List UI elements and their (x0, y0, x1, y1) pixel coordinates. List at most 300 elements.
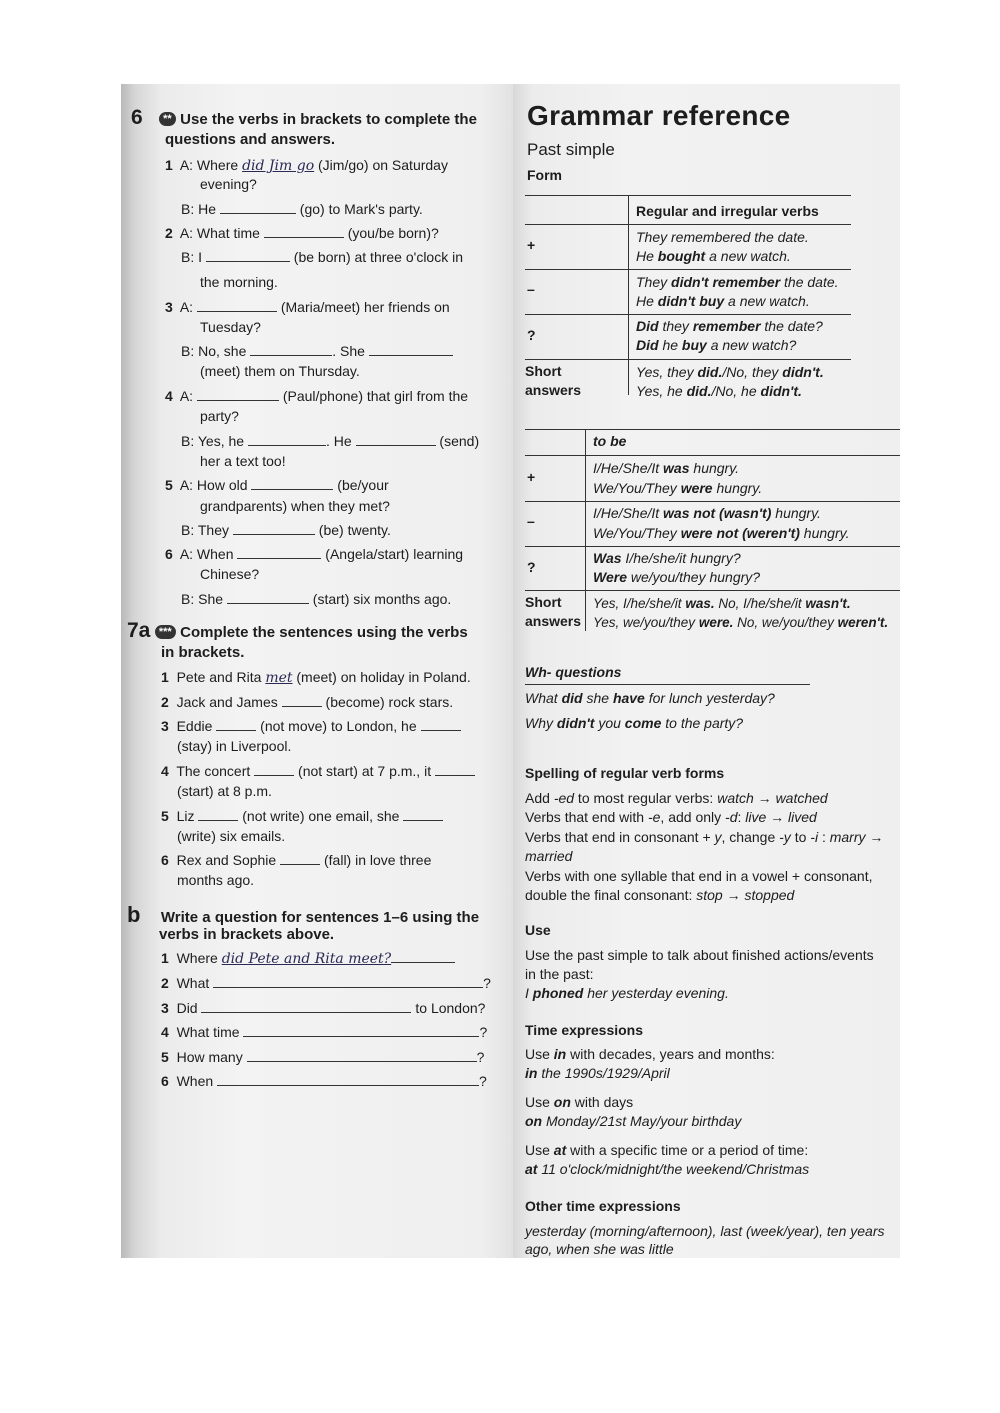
question-text: ? (476, 1049, 485, 1065)
example-line (593, 613, 888, 632)
text-segment: we/you/they hungry? (626, 569, 761, 585)
answer-blank[interactable] (403, 807, 443, 821)
answer-line (181, 200, 423, 219)
text-segment: wasn't. (805, 596, 851, 611)
table-rule (525, 359, 851, 360)
text-segment: come (624, 715, 662, 731)
text-segment: I (525, 985, 533, 1001)
text-segment: a new watch. (705, 248, 791, 264)
item-number: 5 (161, 1049, 169, 1065)
answer-blank[interactable] (421, 717, 461, 731)
text-segment: He (636, 248, 658, 264)
question-line (165, 387, 468, 406)
answer-blank[interactable] (391, 949, 455, 963)
example-line (593, 594, 851, 613)
sentence-text: (not start) at 7 p.m., it (294, 763, 435, 779)
question-line (165, 545, 463, 564)
text-segment: were not (weren't) (680, 525, 800, 541)
text-segment: /No, they (722, 364, 783, 380)
sentence-text: (start) at 8 p.m. (177, 783, 272, 799)
text-segment: : (737, 809, 746, 825)
example-line (636, 247, 791, 266)
answer-blank[interactable] (247, 1048, 477, 1062)
sentence-text: Jack and James (176, 694, 282, 710)
rule-line: Use the past simple to talk about finished actions/events (525, 947, 874, 963)
answer-blank[interactable] (251, 476, 333, 490)
text-segment: you (594, 715, 625, 731)
text-segment: -i (810, 829, 819, 845)
sentence-text: (write) six emails. (177, 828, 286, 844)
text-segment: a new watch. (724, 293, 810, 309)
section-heading: Time expressions (525, 1022, 644, 1038)
text-segment: Verbs that end with (525, 809, 648, 825)
question-line (161, 1048, 484, 1067)
answer-blank[interactable] (197, 387, 279, 401)
sentence-text: The concert (176, 763, 255, 779)
table-header: Regular and irregular verbs (636, 203, 819, 219)
text-segment: They (636, 274, 672, 290)
text-segment: Why (525, 715, 557, 731)
text-segment: did (561, 690, 583, 706)
sentence-text: (fall) in love three (320, 852, 432, 868)
text-segment: her yesterday evening. (583, 985, 729, 1001)
question-text: Did (176, 1000, 202, 1016)
question-text: When (176, 1073, 218, 1089)
answer-blank[interactable] (213, 974, 483, 988)
question-text: party? (200, 408, 239, 424)
example-line (636, 382, 802, 401)
question-text: A: (179, 388, 197, 404)
text-segment: watch → watched (717, 790, 828, 806)
text-segment: 11 o'clock/midnight/the weekend/Christmas (537, 1161, 810, 1177)
question-text: (Angela/start) learning (321, 546, 464, 562)
text-segment: in (553, 1046, 567, 1062)
question-text: ? (479, 1073, 487, 1089)
text-segment: -ed (553, 790, 575, 806)
example-line (593, 504, 821, 523)
question-line (161, 974, 491, 993)
text-segment: Use (525, 1094, 554, 1110)
rule-line (525, 828, 883, 847)
text-segment: weren't. (837, 615, 889, 630)
table-rule (628, 195, 629, 395)
text-segment: buy (681, 337, 707, 353)
answer-blank[interactable] (237, 545, 321, 559)
sentence-line (161, 762, 475, 781)
text-segment: did. (697, 364, 723, 380)
exercise-heading: questions and answers. (165, 131, 336, 148)
text-segment: to most regular verbs: (574, 790, 718, 806)
text-segment: the date? (760, 318, 823, 334)
answer-blank[interactable] (233, 521, 315, 535)
text-segment: I/he/she/it hungry? (621, 550, 741, 566)
question-text: ? (483, 975, 491, 991)
text-segment: Yes, they (636, 364, 698, 380)
item-number: 3 (161, 1000, 169, 1016)
row-label: ? (527, 559, 536, 575)
section-rule (525, 684, 810, 685)
table-rule (525, 314, 851, 315)
sentence-text: Liz (176, 808, 199, 824)
answer-blank[interactable] (254, 762, 294, 776)
question-text: (Maria/meet) her friends on (276, 299, 450, 315)
rule-line (525, 1093, 633, 1112)
example-line (636, 363, 824, 382)
example-line (525, 1160, 809, 1179)
answer-text: B: Yes, he (181, 433, 248, 449)
section-heading: Spelling of regular verb forms (525, 765, 725, 781)
sentence-line (161, 717, 461, 736)
exercise-page (121, 84, 513, 1258)
question-text: Chinese? (200, 566, 260, 582)
text-segment: Verbs that end in consonant + (525, 829, 715, 845)
text-segment: on (553, 1094, 571, 1110)
answer-blank[interactable] (369, 342, 453, 356)
rule-line (525, 1045, 775, 1064)
answer-blank[interactable] (220, 200, 296, 214)
answer-blank[interactable] (280, 851, 320, 865)
sentence-text: (stay) in Liverpool. (177, 738, 292, 754)
question-text: (be/your (333, 477, 389, 493)
text-segment: We/You/They (593, 525, 681, 541)
text-segment: Did (636, 318, 659, 334)
question-line (165, 156, 448, 176)
text-segment: , change (721, 829, 780, 845)
question-text: A: (179, 299, 197, 315)
exercise-number: 7a (127, 619, 151, 642)
answer-blank[interactable] (216, 717, 256, 731)
text-segment: she (582, 690, 613, 706)
example-line (636, 336, 796, 355)
answer-blank[interactable] (248, 432, 326, 446)
answer-blank[interactable] (264, 224, 344, 238)
text-segment: No, I/he/she/it (714, 596, 806, 611)
sentence-text: (not move) to London, he (256, 718, 421, 734)
text-segment: Use (525, 1142, 554, 1158)
text-segment: hungry. (771, 505, 821, 521)
sentence-line (161, 668, 471, 688)
answer-blank[interactable] (356, 432, 436, 446)
item-number: 1 (165, 157, 173, 173)
answer-blank[interactable] (197, 298, 277, 312)
text-segment: was. (685, 596, 715, 611)
question-text: (you/be born)? (343, 225, 439, 241)
grammar-reference-page (513, 84, 900, 1258)
handwritten-answer: did Pete and Rita meet? (221, 951, 392, 967)
text-segment: -e (647, 809, 661, 825)
text-segment: didn't remember (671, 274, 781, 290)
text-segment: Monday/21st May/your birthday (542, 1113, 742, 1129)
table-rule (585, 429, 586, 631)
text-segment: Was (593, 550, 622, 566)
difficulty-stars: *** (155, 625, 176, 639)
exercise-7a-header (127, 619, 468, 643)
text-segment: didn't. (760, 383, 802, 399)
text-segment: No, we/you/they (733, 615, 838, 630)
example-line (593, 459, 739, 478)
text-segment: he (658, 337, 682, 353)
exercise-heading: Write a question for sentences 1–6 using the (160, 909, 480, 926)
item-number: 4 (161, 1024, 169, 1040)
text-segment: marry → (829, 829, 884, 845)
answer-line (181, 342, 453, 361)
question-text: ? (479, 1024, 488, 1040)
text-segment: stop → stopped (696, 887, 795, 903)
text-segment: the 1990s/1929/April (537, 1065, 670, 1081)
sentence-text: Pete and Rita (176, 669, 266, 685)
table-rule (525, 224, 851, 225)
answer-text: (be born) at three o'clock in (289, 249, 463, 265)
text-segment: at (525, 1161, 538, 1177)
rule-line (525, 789, 828, 808)
text-segment: at (553, 1142, 567, 1158)
sentence-text: months ago. (177, 872, 255, 888)
example-line (525, 984, 729, 1003)
item-number: 6 (161, 852, 169, 868)
answer-text: B: I (181, 249, 206, 265)
question-line (165, 476, 389, 495)
item-number: 2 (161, 694, 169, 710)
text-segment: live → lived (745, 809, 817, 825)
text-segment: I/He/She/It (593, 505, 664, 521)
text-segment: with decades, years and months: (566, 1046, 775, 1062)
question-text: How many (176, 1049, 247, 1065)
answer-blank[interactable] (206, 248, 290, 262)
example-line (636, 317, 823, 336)
item-number: 6 (165, 546, 173, 562)
item-number: 3 (161, 718, 169, 734)
text-segment: remember (692, 318, 761, 334)
question-text: (Paul/phone) that girl from the (278, 388, 469, 404)
sentence-line (161, 693, 453, 712)
item-number: 4 (165, 388, 173, 404)
table-rule (525, 429, 900, 430)
exercise-6-header (131, 106, 477, 130)
item-number: 1 (161, 950, 169, 966)
text-segment: , add only (660, 809, 726, 825)
text-segment: Yes, we/you/they (593, 615, 699, 630)
example-line (636, 292, 810, 311)
question-line (161, 1072, 487, 1091)
row-label: + (527, 469, 536, 485)
answer-blank[interactable] (282, 693, 322, 707)
table-rule (525, 546, 900, 547)
text-segment: Yes, he (636, 383, 687, 399)
item-number: 1 (161, 669, 169, 685)
answer-blank[interactable] (198, 807, 238, 821)
text-segment: hungry. (712, 480, 763, 496)
text-segment: Were (593, 569, 627, 585)
text-segment: on (525, 1113, 543, 1129)
question-text: Tuesday? (200, 319, 261, 335)
text-segment: didn't buy (657, 293, 725, 309)
answer-line (181, 432, 479, 451)
handwritten-answer: did Jim go (242, 158, 315, 174)
answer-text: (start) six months ago. (308, 591, 452, 607)
row-label: + (527, 237, 536, 253)
answer-line (181, 590, 451, 609)
example-line (636, 273, 839, 292)
text-segment: hungry. (689, 460, 740, 476)
item-number: 4 (161, 763, 169, 779)
text-segment: were. (698, 615, 734, 630)
table-rule (525, 455, 900, 456)
question-text: evening? (200, 176, 257, 192)
difficulty-stars: ** (159, 112, 176, 126)
rule-line (525, 1141, 808, 1160)
row-label: answers (525, 613, 582, 629)
text-segment: I/He/She/It (593, 460, 664, 476)
sentence-text: (meet) on holiday in Poland. (292, 669, 471, 685)
table-header: to be (593, 433, 627, 449)
example-line (525, 714, 743, 733)
answer-text: . He (325, 433, 356, 449)
sentence-text: (become) rock stars. (321, 694, 454, 710)
text-segment: : (818, 829, 830, 845)
text-segment: did. (686, 383, 712, 399)
text-segment: with days (570, 1094, 634, 1110)
answer-text: B: She (181, 591, 227, 607)
sentence-line (161, 807, 443, 826)
text-segment: to the party? (661, 715, 744, 731)
text-segment: was (663, 460, 690, 476)
scanned-page (121, 84, 900, 1258)
text-segment: in (525, 1065, 538, 1081)
item-number: 5 (161, 808, 169, 824)
answer-line (181, 521, 391, 540)
item-number: 5 (165, 477, 173, 493)
answer-blank[interactable] (435, 762, 475, 776)
example-line (593, 524, 849, 543)
question-text: to London? (415, 1000, 486, 1016)
item-number: 3 (165, 299, 173, 315)
answer-text: B: He (181, 201, 220, 217)
answer-text: (send) (435, 433, 480, 449)
text-segment: double the final consonant: (525, 887, 697, 903)
question-line (165, 298, 450, 317)
rule-line (525, 808, 817, 827)
text-segment: /No, he (711, 383, 761, 399)
sentence-text: Rex and Sophie (176, 852, 281, 868)
question-line (161, 1023, 487, 1042)
rule-line: in the past: (525, 966, 594, 982)
sentence-line (161, 851, 431, 870)
answer-text: (meet) them on Thursday. (200, 363, 360, 379)
answer-text: (go) to Mark's party. (295, 201, 423, 217)
text-segment: -y (779, 829, 791, 845)
text-segment: hungry. (799, 525, 850, 541)
answer-text: . She (332, 343, 369, 359)
form-heading: Form (527, 167, 562, 183)
exercise-heading: Use the verbs in brackets to complete the (180, 111, 477, 128)
question-line (165, 224, 439, 243)
text-segment: Use (525, 1046, 554, 1062)
text-segment: for lunch yesterday? (644, 690, 775, 706)
exercise-heading: in brackets. (161, 644, 245, 661)
text-segment: the date. (780, 274, 839, 290)
answer-blank[interactable] (227, 590, 309, 604)
question-text: A: What time (179, 225, 264, 241)
item-number: 2 (165, 225, 173, 241)
section-title: Past simple (527, 140, 615, 159)
section-heading: Wh- questions (525, 664, 622, 680)
text-segment: were (680, 480, 713, 496)
text-segment: Yes, I/he/she/it (593, 596, 686, 611)
text-segment: have (612, 690, 645, 706)
question-text: A: When (179, 546, 238, 562)
question-text: What (176, 975, 214, 991)
exercise-number: 6 (131, 106, 143, 129)
answer-text: the morning. (200, 274, 278, 290)
text-segment: He (636, 293, 658, 309)
question-line (161, 949, 455, 969)
text-segment: We/You/They (593, 480, 681, 496)
answer-text: (be) twenty. (314, 522, 391, 538)
answer-blank[interactable] (201, 999, 411, 1013)
row-label: Short (525, 363, 562, 379)
text-segment: y (714, 829, 722, 845)
table-rule (525, 269, 851, 270)
exercise-number: b (127, 902, 141, 927)
rule-line: Verbs with one syllable that end in a vowel + consonant, (525, 868, 873, 884)
row-label: answers (525, 382, 582, 398)
exercise-heading: Complete the sentences using the verbs (180, 624, 468, 641)
example-line (525, 1064, 670, 1083)
answer-text: her a text too! (200, 453, 286, 469)
example-line: They remembered the date. (636, 229, 809, 245)
section-heading: Use (525, 922, 551, 938)
text-segment: didn't. (782, 364, 824, 380)
page-title: Grammar reference (527, 100, 791, 131)
text-segment: was not (wasn't) (663, 505, 772, 521)
question-text: What time (176, 1024, 244, 1040)
table-rule (525, 590, 900, 591)
answer-blank[interactable] (217, 1072, 479, 1086)
answer-line (181, 248, 463, 267)
handwritten-answer: met (265, 670, 293, 686)
question-text: (Jim/go) on Saturday (314, 157, 448, 173)
example-line (593, 479, 762, 498)
example-line (593, 549, 741, 568)
text-segment: a new watch? (706, 337, 797, 353)
question-text: Where (176, 950, 222, 966)
text-segment: What (525, 690, 562, 706)
example-line: yesterday (morning/afternoon), last (week/year), ten years (525, 1223, 885, 1239)
text-segment: bought (657, 248, 706, 264)
text-segment: they (658, 318, 693, 334)
example-line: ago, when she was little (525, 1241, 674, 1257)
answer-text: B: They (181, 522, 233, 538)
example-line (593, 568, 760, 587)
row-label: – (527, 513, 535, 529)
question-text: A: Where (179, 157, 243, 173)
answer-text: B: No, she (181, 343, 251, 359)
rule-line (525, 886, 794, 905)
question-text: A: How old (179, 477, 252, 493)
rule-line: married (525, 848, 573, 864)
answer-blank[interactable] (243, 1023, 479, 1037)
text-segment: Did (636, 337, 659, 353)
table-rule (525, 501, 900, 502)
answer-blank[interactable] (250, 342, 332, 356)
sentence-text: (not write) one email, she (238, 808, 404, 824)
item-number: 2 (161, 975, 169, 991)
example-line (525, 689, 775, 708)
text-segment: Add (525, 790, 554, 806)
example-line (525, 1112, 741, 1131)
row-label: – (527, 281, 535, 297)
question-line (161, 999, 485, 1018)
